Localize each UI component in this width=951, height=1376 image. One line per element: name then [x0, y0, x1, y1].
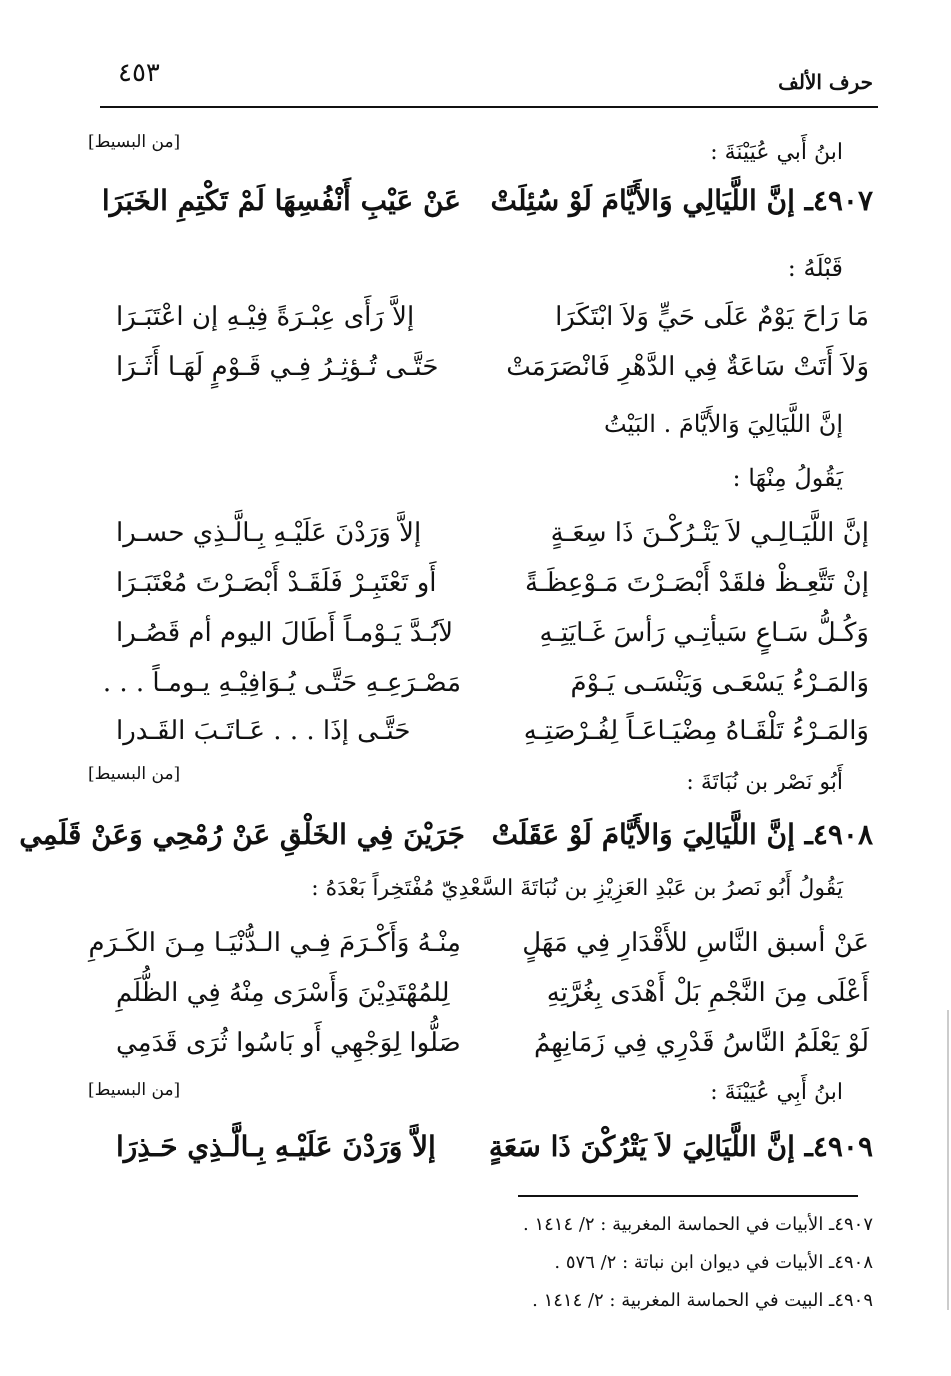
reference-line: إنَّ اللَّيَالِيَ وَالأَيَّامَ . البَيْتُ: [603, 410, 843, 438]
hemistich: مَصْـرَعِـهِ حَتَّـى يُـوَافِيْـهِ يـومـاً . . .: [102, 668, 461, 698]
hemistich: صَلُّوا لِوَجْهِي أَو بَاسُوا ثُرَى قَدَمِي: [116, 1028, 461, 1058]
hemistich: مِنْـهُ وَأَكْـرَمَ فِـي الـدُّنْيَـا مِـنَ الكَـرَمِ: [88, 928, 461, 958]
hemistich: وَالمَـرْءُ تَلْقَـاهُ مِضْيَـاعَـاً لِفُـرْصَتِـهِ: [523, 716, 869, 746]
hemistich: إنَّ اللَّيَالِيَ وَالأَيَّامَ لَوْ عَقَلَتْ: [491, 818, 795, 851]
verse-number: ٤٩٠٨ـ: [804, 818, 873, 851]
verse-4907-second: عَنْ عَيْبِ أَنْفُسِهَا لَمْ تَكْتِمِ الخَبَرَا: [101, 184, 461, 217]
hemistich: عَنْ أسبق النَّاسِ للأَقْدَارِ فِي مَهَلٍ: [522, 928, 869, 958]
hemistich: إنَّ اللَّيَالِيَ لاَ يَتْرُكْنَ ذَا سَعَةٍ: [488, 1130, 795, 1163]
hemistich: مَا رَاحَ يَوْمٌ عَلَى حَيٍّ وَلاَ ابْتَكَرَا: [555, 302, 869, 332]
poet-name: ابنُ أَبِي عُيَيْنَةَ :: [710, 1080, 843, 1105]
poet-name: ابنُ أَبي عُيَيْنَةَ :: [710, 140, 843, 165]
hemistich: إنْ تَتَّعِـظْ فلقَدْ أَبْصَـرْتَ مَـوْعِظَـةً: [525, 568, 869, 598]
meter-label: [من البسيط]: [88, 1080, 181, 1100]
verse-4908-second: جَرَيْنَ فِي الخَلْقِ عَنْ رُمْحِي وَعَنْ قَلَمِي: [19, 818, 465, 851]
meter-label: [من البسيط]: [88, 764, 181, 784]
footnote-4908: ٤٩٠٨ـ الأبيات في ديوان ابن نباتة : ٢/ ٥٧٦ .: [554, 1252, 873, 1273]
hemistich: أَو تَعْتَبِـرْ فَلَقَـدْ أَبْصَـرْتَ مُعْتَبَـرَا: [116, 568, 437, 598]
intro-4908: يَقُولُ أَبُو نَصرُ بن عَبْدِ العَزِيْزِ بن نُبَاتَةَ السَّعْدِيّ مُفْتَخِراً بَعْدَهُ :: [311, 876, 843, 901]
verse-4907-first: [473, 184, 873, 217]
page-number: ٤٥٣: [118, 58, 160, 88]
scan-edge-mark: [947, 1010, 949, 1310]
hemistich: وَالمَـرْءُ يَسْعَـى وَيَنْسَـى يَـوْمَ: [570, 668, 869, 698]
verse-4908-first: [473, 818, 873, 851]
from-label: يَقُولُ مِنْهَا :: [732, 464, 843, 492]
verse-number: ٤٩٠٩ـ: [804, 1130, 873, 1163]
hemistich: أَعْلَى مِنَ النَّجْمِ بَلْ أَهْدَى بِغُرَّتِهِ: [546, 978, 869, 1008]
hemistich: إلاَّ وَرَدْنَ عَلَيْـهِ بِـالَّـذِي حسـرا: [116, 518, 422, 548]
hemistich: لاَبُـدَّ يَـوْمـاً أَطَالَ اليوم أم قَصُـرا: [116, 618, 454, 648]
verse-4909-second: إلاَّ وَرَدْنَ عَلَيْـهِ بِـالَّـذِي حَـذِرَا: [116, 1130, 436, 1163]
hemistich: حَتَّـى تُـؤثِـرُ فِـي قَـوْمٍ لَهَـا أَثَـرَا: [116, 352, 439, 382]
hemistich: لِلمُهْتَدِيْنَ وَأَسْرَى مِنْهُ فِي الظُّلَمِ: [116, 978, 450, 1008]
poet-name: أَبُو نَصْر بن نُبَاتَةَ :: [686, 770, 843, 795]
hemistich: إنَّ اللَّيَالِي وَالأَيَّامَ لَوْ سُئِلَتْ: [490, 184, 795, 217]
hemistich: إلاَّ رَأَى عِبْـرَةً فِيْـهِ إن اعْتَبَـرَا: [116, 302, 415, 332]
verse-4909-first: [473, 1130, 873, 1163]
before-label: قَبْلَهُ :: [787, 254, 843, 282]
footnote-4907: ٤٩٠٧ـ الأبيات في الحماسة المغربية : ٢/ ١٤١٤ .: [522, 1214, 873, 1235]
meter-label: [من البسيط]: [88, 132, 181, 152]
hemistich: لَوْ يَعْلَمُ النَّاسُ قَدْرِي فِي زَمَانِهِمُ: [533, 1028, 869, 1058]
hemistich: وَلاَ أَتَتْ سَاعَةٌ فِي الدَّهْرِ فَانْصَرَمَتْ: [506, 352, 869, 382]
hemistich: وَكُـلُّ سَـاعٍ سَيأتِـي رَأسَ غَـايَتِـهِ: [539, 618, 869, 648]
verse-number: ٤٩٠٧ـ: [804, 184, 873, 217]
hemistich: حَتَّـى إذَا . . . عَـاتَـبَ القَـدرا: [116, 716, 411, 746]
running-header-section: حرف الألف: [778, 70, 873, 94]
hemistich: إنَّ اللَّيَـالِـي لاَ يَتْـرُكْـنَ ذَا سِعَـةٍ: [550, 518, 869, 548]
header-rule: [100, 106, 878, 108]
footnote-rule: [518, 1195, 858, 1197]
footnote-4909: ٤٩٠٩ـ البيت في الحماسة المغربية : ٢/ ١٤١٤ .: [532, 1290, 873, 1311]
